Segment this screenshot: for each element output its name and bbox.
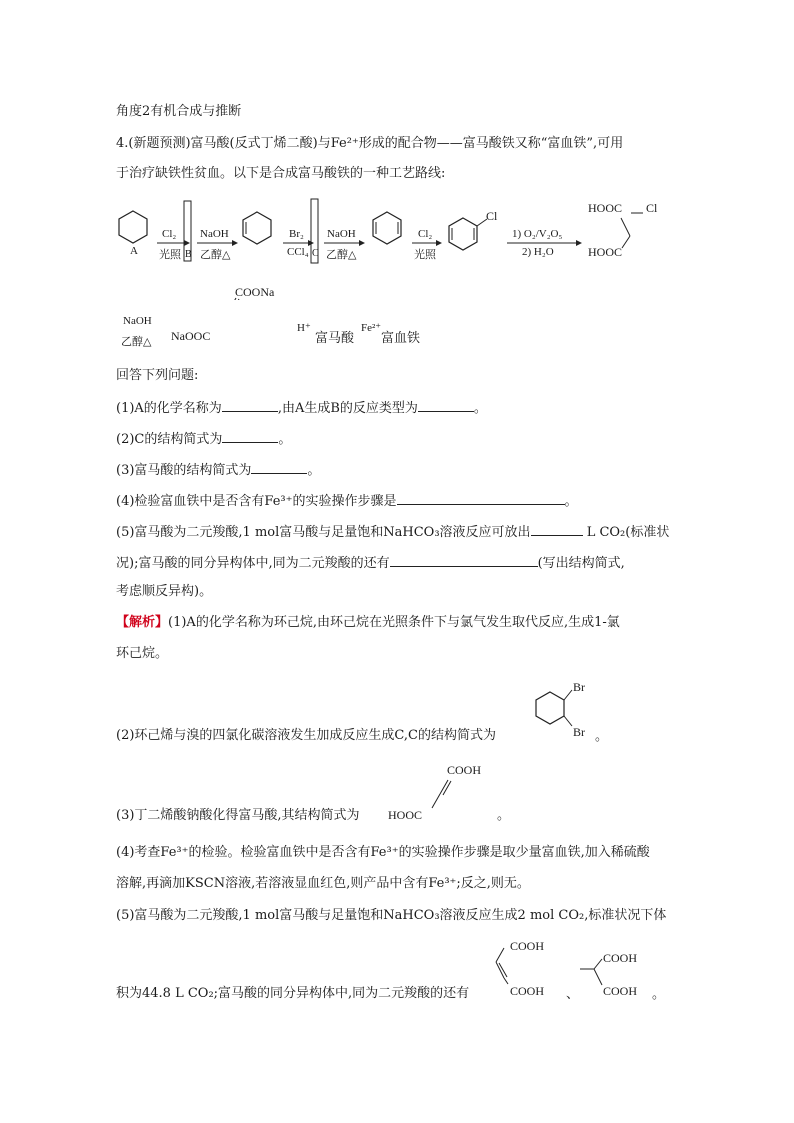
cyclohexane-A-structure (119, 211, 147, 243)
analysis-3: (3)丁二烯酸钠酸化得富马酸,其结构简式为 (116, 808, 360, 823)
reagent-6-bottom: 2) H₂O (522, 246, 554, 258)
reagent-9-top: Fe²⁺ (361, 322, 382, 334)
analysis-2: (2)环己烯与溴的四氯化碳溶液发生加成反应生成C,C的结构简式为 (116, 728, 496, 743)
reagent-7-bottom: 乙醇△ (121, 336, 152, 348)
analysis-5-line-2: 积为44.8 L CO₂;富马酸的同分异构体中,同为二元羧酸的还有 (116, 986, 470, 1001)
analysis-5-end: 。 (652, 987, 666, 1002)
label-C: C (312, 248, 319, 259)
reagent-7-top: NaOH (123, 315, 152, 327)
reagent-2-bottom: 乙醇△ (200, 249, 231, 261)
question-5-line-3: 考虑顺反异构)。 (116, 584, 213, 599)
reagent-4-top: NaOH (327, 228, 356, 240)
reagent-5-bottom: 光照 (414, 249, 436, 261)
product-2-bottom: NaOOC (171, 329, 211, 343)
reagent-4-bottom: 乙醇△ (326, 249, 357, 261)
analysis-1-line-1: 【解析】(1)A的化学名称为环己烷,由环己烷在光照条件下与氯气发生取代反应,生成1-氯 (116, 615, 620, 630)
reagent-2-top: NaOH (200, 228, 229, 240)
answer-blank-2[interactable] (222, 430, 278, 443)
reagent-8-top: H⁺ (297, 322, 311, 334)
analysis-1-line-2: 环己烷。 (116, 646, 169, 661)
fumaric-acid-label: 富马酸 (315, 331, 355, 346)
answer-blank-1a[interactable] (222, 399, 278, 412)
question-5-line-1: (5)富马酸为二元羧酸,1 mol富马酸与足量饱和NaHCO₃溶液反应可放出 L CO₂(标准状 (116, 525, 670, 540)
label-B: B (185, 249, 192, 260)
answer-prompt: 回答下列问题: (116, 368, 199, 383)
fumaric-top: COOH (447, 763, 482, 777)
bromine-top: Br (573, 680, 585, 694)
separator: 、 (566, 987, 580, 1002)
product-2-top: COONa (235, 285, 275, 299)
product-1-cl: Cl (646, 201, 658, 215)
question-5-line-2: 况);富马酸的同分异构体中,同为二元羧酸的还有 (写出结构简式, (116, 556, 625, 571)
dibromocyclohexane-structure (526, 678, 609, 748)
question-3: (3)富马酸的结构简式为 。 (116, 463, 321, 478)
iron-fumarate-label: 富血铁 (381, 331, 421, 346)
question-2: (2)C的结构简式为 。 (116, 432, 292, 447)
answer-blank-5b[interactable] (390, 554, 538, 567)
answer-blank-4[interactable] (397, 492, 565, 505)
analysis-3-end: 。 (497, 808, 511, 823)
question-4: (4)检验富血铁中是否含有Fe³⁺的实验操作步骤是 。 (116, 494, 578, 509)
analysis-tag: 【解析】 (116, 615, 169, 630)
chloro-substituent: Cl (486, 209, 498, 223)
analysis-2-end: 。 (595, 729, 609, 744)
isomer-2-bottom: COOH (603, 984, 638, 998)
analysis-4-line-1: (4)考查Fe³⁺的检验。检验富血铁中是否含有Fe³⁺的实验操作步骤是取少量富血铁,加入稀硫酸 (116, 845, 650, 860)
question-1: (1)A的化学名称为 ,由A生成B的反应类型为 。 (116, 401, 487, 416)
analysis-5-line-1: (5)富马酸为二元羧酸,1 mol富马酸与足量饱和NaHCO₃溶液反应生成2 mol CO₂,标准状况下体 (116, 908, 667, 923)
reagent-3-bottom: CCl₄ (287, 246, 309, 258)
question-line-2: 于治疗缺铁性贫血。以下是合成富马酸铁的一种工艺路线: (116, 166, 446, 181)
question-line-1: 4.(新题预测)富马酸(反式丁烯二酸)与Fe²⁺形成的配合物——富马酸铁又称“富血铁”,可用 (116, 136, 624, 151)
label-A: A (130, 245, 138, 257)
fumaric-bottom: HOOC (388, 808, 423, 822)
chlorocyclohexadiene-structure (449, 218, 477, 250)
synthesis-scheme-row1 (0, 0, 794, 300)
answer-blank-5a[interactable] (531, 523, 583, 536)
reagent-6-top: 1) O₂/V₂O₅ (512, 228, 563, 240)
maleic-top: COOH (510, 939, 545, 953)
product-1-top: HOOC (588, 201, 623, 215)
cyclohexadiene-structure (373, 212, 401, 244)
answer-blank-3[interactable] (251, 461, 307, 474)
isomer-2-top: COOH (603, 951, 638, 965)
bromine-bottom: Br (573, 725, 585, 739)
analysis-4-line-2: 溶解,再滴加KSCN溶液,若溶液显血红色,则产品中含有Fe³⁺;反之,则无。 (116, 876, 530, 891)
maleic-bottom: COOH (510, 984, 545, 998)
reagent-5-top: Cl₂ (418, 228, 433, 240)
answer-blank-1b[interactable] (418, 399, 474, 412)
section-heading: 角度2有机合成与推断 (116, 104, 242, 119)
reagent-1-bottom: 光照 (159, 249, 181, 261)
product-1-bottom: HOOC (588, 245, 623, 259)
reagent-1-top: Cl₂ (162, 228, 177, 240)
cyclohexene-structure (243, 212, 271, 244)
reagent-3-top: Br₂ (289, 228, 304, 240)
